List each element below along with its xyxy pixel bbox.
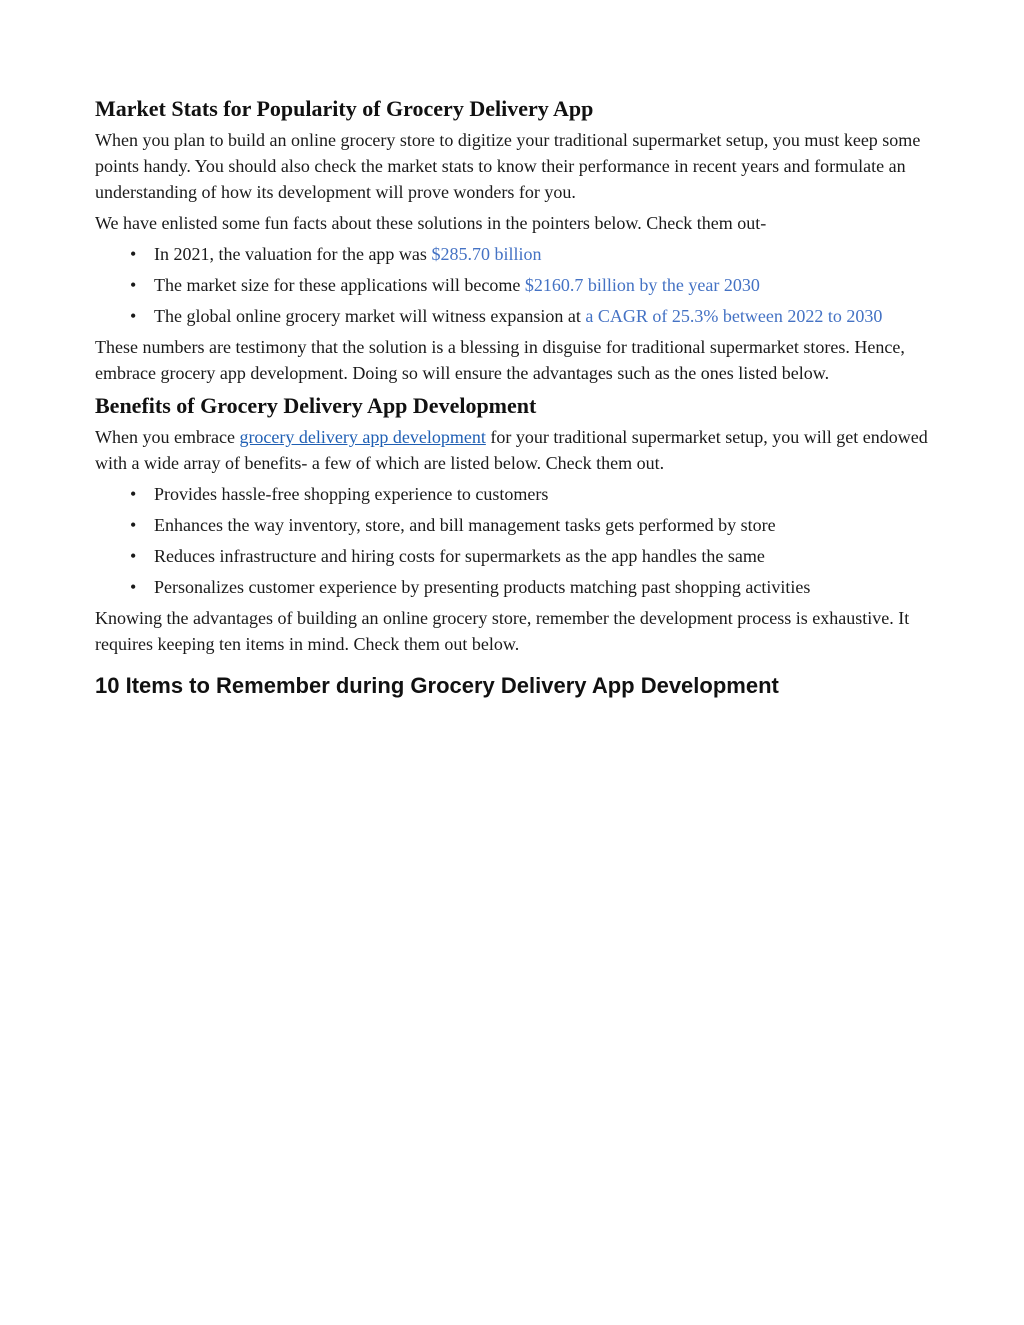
list-item-text: Enhances the way inventory, store, and bill management tasks gets performed by store: [154, 515, 776, 535]
market-stats-conclusion-paragraph: These numbers are testimony that the solution is a blessing in disguise for traditional supermarket stores. Hence, embrace grocery app development. Doing so will ensure the advantages such as the ones listed below.: [95, 337, 905, 383]
list-item: [95, 272, 935, 298]
bullet-icon: •: [130, 546, 137, 566]
list-item-text: The market size for these applications will become: [154, 275, 525, 295]
list-item-text: Reduces infrastructure and hiring costs for supermarkets as the app handles the same: [154, 546, 765, 566]
bullet-icon: •: [130, 244, 137, 264]
bullet-icon: •: [130, 275, 137, 295]
bullet-icon: •: [130, 306, 137, 326]
fun-facts-intro-paragraph: We have enlisted some fun facts about these solutions in the pointers below. Check them out-: [95, 213, 767, 233]
market-stats-heading: Market Stats for Popularity of Grocery Delivery App: [95, 96, 594, 121]
list-item-text: Provides hassle-free shopping experience to customers: [154, 484, 549, 504]
benefits-list: [95, 481, 935, 600]
benefits-intro-paragraph: [95, 424, 935, 476]
market-stats-intro-paragraph: When you plan to build an online grocery store to digitize your traditional supermarket setup, you must keep some points handy. You should also check the market stats to know their performance in recent years and formulate an understanding of how its development will prove wonders for you.: [95, 130, 921, 202]
benefits-conclusion-paragraph: Knowing the advantages of building an online grocery store, remember the development process is exhaustive. It requires keeping ten items in mind. Check them out below.: [95, 608, 910, 654]
ten-items-heading: 10 Items to Remember during Grocery Delivery App Development: [95, 673, 779, 698]
benefits-intro-text-end: for your traditional supermarket setup, you will get endowed with a wide array of benefits- a few of which are listed below. Check them out.: [95, 427, 928, 473]
benefits-heading: Benefits of Grocery Delivery App Development: [95, 393, 537, 418]
market-stats-list: [95, 241, 935, 329]
bullet-icon: •: [130, 484, 137, 504]
list-item-text: In 2021, the valuation for the app was: [154, 244, 432, 264]
list-item-text: The global online grocery market will witness expansion at: [154, 306, 586, 326]
benefits-intro-text-start: When you embrace: [95, 427, 240, 447]
list-item: [95, 512, 935, 538]
list-item: [95, 543, 935, 569]
grocery-delivery-app-development-link[interactable]: grocery delivery app development: [239, 427, 486, 447]
list-item-text: Personalizes customer experience by presenting products matching past shopping activities: [154, 577, 811, 597]
stat-highlight: a CAGR of 25.3% between 2022 to 2030: [585, 306, 883, 326]
document-page: [95, 94, 935, 701]
list-item: [95, 574, 935, 600]
list-item: [95, 303, 935, 329]
bullet-icon: •: [130, 515, 137, 535]
list-item: [95, 241, 935, 267]
stat-highlight: $2160.7 billion by the year 2030: [524, 275, 760, 295]
bullet-icon: •: [130, 577, 137, 597]
list-item: [95, 481, 935, 507]
stat-highlight: $285.70 billion: [431, 244, 542, 264]
